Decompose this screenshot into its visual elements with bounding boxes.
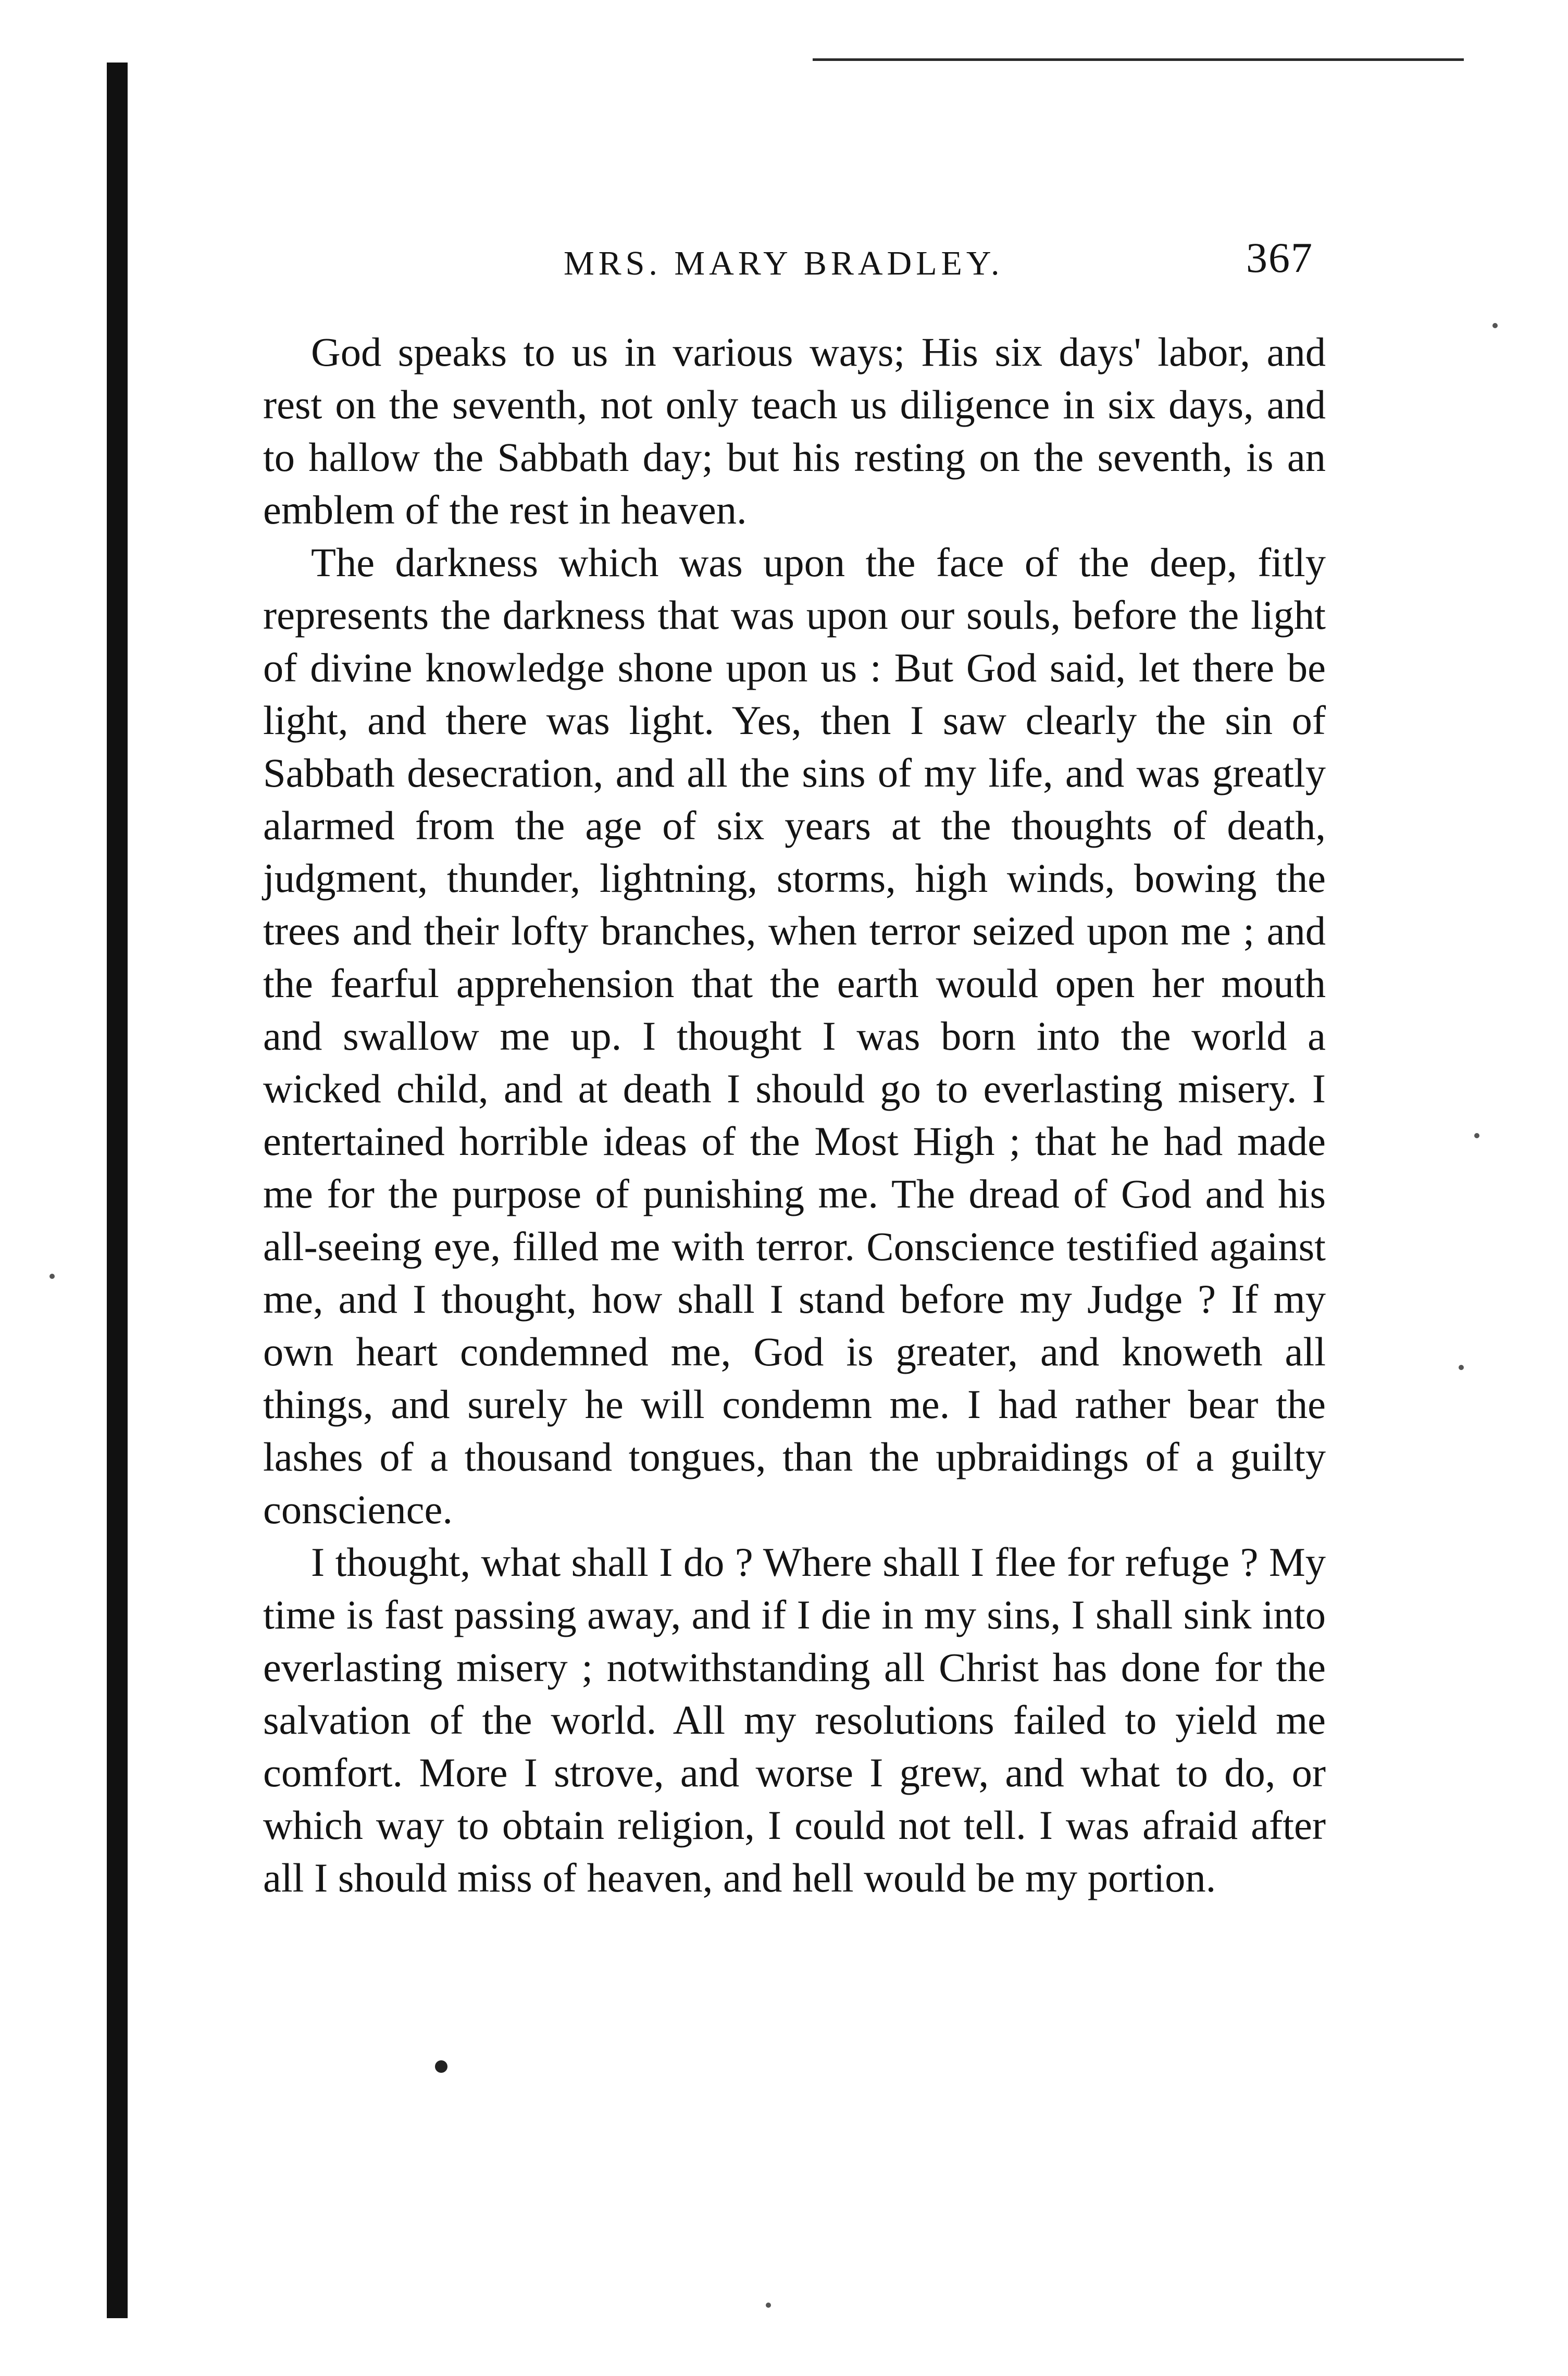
paragraph-3: I thought, what shall I do ? Where shall I flee for refuge ? My time is fast passing away, and if I die in my sins, I shall sink into everlasting misery ; notwithstanding all Christ has done for the salvation of the world. All my resolutions failed to yield me comfort. More I strove, and worse I grew, and what to do, or which way to obtain religion, I could not tell. I was afraid after all I should miss of heaven, and hell would be my portion.	[263, 1539, 1326, 1900]
paper-speck	[1492, 323, 1498, 328]
paper-speck	[1474, 1133, 1479, 1138]
paragraph-2: The darkness which was upon the face of the deep, fitly represents the darkness that was upon our souls, before the light of divine knowledge shone upon us : But God said, let there be light, and there was light. Yes, then I saw clearly the sin of Sabbath desecration, and all the sins of my life, and was greatly alarmed from the age of six years at the thoughts of death, judgment, thunder, lightning, storms, high winds, bowing the trees and their lofty branches, when terror seized upon me ; and the fearful apprehension that the earth would open her mouth and swallow me up. I thought I was born into the world a wicked child, and at death I should go to everlasting misery. I entertained horrible ideas of the Most High ; that he had made me for the purpose of punishing me. The dread of God and his all-seeing eye, filled me with terror. Conscience testified against me, and I thought, how shall I stand before my Judge ? If my own heart condemned me, God is greater, and knoweth all things, and surely he will condemn me. I had rather bear the lashes of a thousand tongues, than the upbraidings of a guilty conscience.	[263, 540, 1326, 1532]
page-header	[0, 229, 1568, 292]
printer-mark	[435, 2060, 447, 2073]
book-spine-edge	[107, 63, 128, 2318]
body-text	[263, 326, 1326, 1904]
paragraph-1: God speaks to us in various ways; His six days' labor, and rest on the seventh, not only teach us diligence in six days, and to hallow the Sabbath day; but his resting on the seventh, is an emblem of the rest in heaven.	[263, 329, 1326, 532]
paper-speck	[766, 2303, 771, 2308]
paper-speck	[49, 1274, 55, 1279]
running-title: MRS. MARY BRADLEY.	[564, 244, 1004, 282]
top-rule	[813, 58, 1464, 61]
page-number: 367	[1246, 234, 1313, 281]
paper-speck	[1459, 1365, 1464, 1370]
